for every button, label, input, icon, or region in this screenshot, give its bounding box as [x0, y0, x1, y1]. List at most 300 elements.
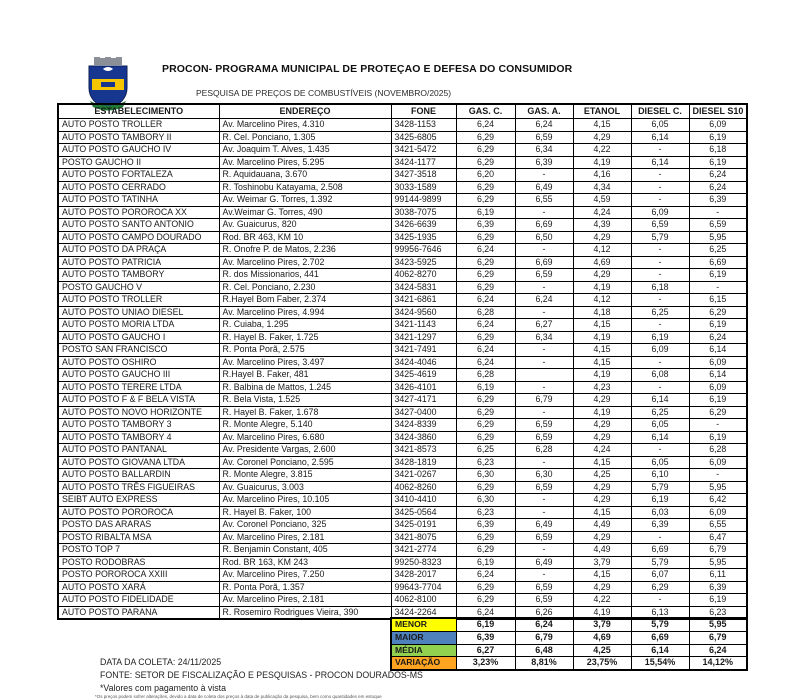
summary-row — [391, 618, 747, 631]
price-cell-gas-a: 6,34 — [515, 331, 573, 344]
price-cell-gas-a: 6,59 — [515, 419, 573, 432]
phone-cell: 3424-1177 — [391, 156, 456, 169]
price-cell-gas-a: 6,59 — [515, 531, 573, 544]
establishment-cell: AUTO POSTO PANTANAL — [58, 444, 219, 457]
price-cell-gas-c: 6,29 — [456, 281, 515, 294]
price-cell-diesel-s10: 6,11 — [689, 569, 747, 582]
address-cell: R. Benjamin Constant, 405 — [219, 544, 391, 557]
price-cell-diesel-s10: 6,19 — [689, 269, 747, 282]
summary-value-diesel-c: 6,14 — [631, 644, 689, 657]
price-cell-gas-c: 6,29 — [456, 194, 515, 207]
price-cell-gas-c: 6,24 — [456, 569, 515, 582]
phone-cell: 3033-1589 — [391, 181, 456, 194]
address-cell: R. Cuiaba, 1.295 — [219, 319, 391, 332]
price-cell-diesel-c: - — [631, 244, 689, 257]
establishment-cell: AUTO POSTO TAMBORY 3 — [58, 419, 219, 432]
price-cell-gas-a: - — [515, 356, 573, 369]
price-cell-etanol: 4,29 — [573, 581, 631, 594]
price-cell-diesel-c: - — [631, 269, 689, 282]
price-cell-diesel-s10: 6,09 — [689, 506, 747, 519]
price-cell-diesel-c: - — [631, 444, 689, 457]
price-cell-etanol: 4,29 — [573, 531, 631, 544]
establishment-cell: AUTO POSTO CAMPO DOURADO — [58, 231, 219, 244]
phone-cell: 3424-4046 — [391, 356, 456, 369]
price-cell-diesel-c: 6,10 — [631, 469, 689, 482]
price-cell-gas-a: - — [515, 456, 573, 469]
price-cell-etanol: 4,15 — [573, 119, 631, 132]
price-cell-diesel-s10: 6,39 — [689, 194, 747, 207]
address-cell: Av. Marcelino Pires, 5.295 — [219, 156, 391, 169]
price-cell-etanol: 4,29 — [573, 394, 631, 407]
price-cell-gas-a: 6,69 — [515, 256, 573, 269]
price-cell-diesel-c: 6,14 — [631, 156, 689, 169]
price-cell-diesel-s10: 6,24 — [689, 169, 747, 182]
summary-value-gas-a: 6,24 — [515, 618, 573, 631]
price-cell-gas-a: - — [515, 494, 573, 507]
phone-cell: 3421-2774 — [391, 544, 456, 557]
phone-cell: 3424-8339 — [391, 419, 456, 432]
address-cell: R. Toshinobu Katayama, 2.508 — [219, 181, 391, 194]
establishment-cell: AUTO POSTO PATRICIA — [58, 256, 219, 269]
summary-value-diesel-c: 5,79 — [631, 618, 689, 631]
summary-value-diesel-c: 15,54% — [631, 657, 689, 670]
price-cell-gas-c: 6,24 — [456, 319, 515, 332]
price-cell-diesel-c: - — [631, 294, 689, 307]
phone-cell: 3428-1153 — [391, 119, 456, 132]
address-cell: Av. Marcelino Pires, 10.105 — [219, 494, 391, 507]
price-cell-gas-c: 6,30 — [456, 469, 515, 482]
establishment-cell: AUTO POSTO FIDELIDADE — [58, 594, 219, 607]
price-cell-gas-c: 6,39 — [456, 519, 515, 532]
price-cell-diesel-s10: 6,42 — [689, 494, 747, 507]
address-cell: Av. Marcelino Pires, 6.680 — [219, 431, 391, 444]
price-cell-gas-a: 6,34 — [515, 144, 573, 157]
price-cell-gas-a: - — [515, 281, 573, 294]
price-cell-gas-c: 6,24 — [456, 356, 515, 369]
phone-cell: 3425-4619 — [391, 369, 456, 382]
payment-note: *Valores com pagamento à vista — [100, 683, 226, 693]
price-cell-gas-c: 6,29 — [456, 531, 515, 544]
phone-cell: 3424-9560 — [391, 306, 456, 319]
address-cell: Av. Coronel Ponciano, 2.595 — [219, 456, 391, 469]
summary-row — [391, 631, 747, 644]
establishment-cell: AUTO POSTO TAMBORY II — [58, 131, 219, 144]
establishment-cell: POSTO SAN FRANCISCO — [58, 344, 219, 357]
price-cell-etanol: 4,19 — [573, 156, 631, 169]
summary-label: MAIOR — [391, 631, 456, 644]
summary-value-diesel-s10: 6,79 — [689, 631, 747, 644]
establishment-cell: AUTO POSTO GAUCHO IV — [58, 144, 219, 157]
address-cell: R.Hayel Bom Faber, 2.374 — [219, 294, 391, 307]
page-title: PROCON- PROGRAMA MUNICIPAL DE PROTEÇAO E DEFESA DO CONSUMIDOR — [162, 63, 573, 75]
table-row — [58, 369, 747, 382]
phone-cell: 3421-1143 — [391, 319, 456, 332]
phone-cell: 3425-0191 — [391, 519, 456, 532]
summary-value-diesel-s10: 14,12% — [689, 657, 747, 670]
address-cell: Av. Guaicurus, 3.003 — [219, 481, 391, 494]
price-cell-gas-c: 6,29 — [456, 406, 515, 419]
phone-cell: 3421-0267 — [391, 469, 456, 482]
price-cell-gas-a: - — [515, 406, 573, 419]
price-cell-diesel-c: 6,25 — [631, 306, 689, 319]
phone-cell: 4062-8270 — [391, 269, 456, 282]
establishment-cell: AUTO POSTO POROROCA XX — [58, 206, 219, 219]
price-cell-diesel-s10: 6,15 — [689, 294, 747, 307]
table-row — [58, 519, 747, 532]
table-row — [58, 356, 747, 369]
summary-value-etanol: 4,25 — [573, 644, 631, 657]
price-cell-gas-a: - — [515, 206, 573, 219]
establishment-cell: SEIBT AUTO EXPRESS — [58, 494, 219, 507]
col-header-etanol: ETANOL — [573, 104, 631, 119]
price-cell-diesel-s10: 6,19 — [689, 319, 747, 332]
price-cell-diesel-c: 6,09 — [631, 206, 689, 219]
col-header-diesel-s10: DIESEL S10 — [689, 104, 747, 119]
price-cell-etanol: 4,25 — [573, 469, 631, 482]
price-cell-diesel-c: - — [631, 319, 689, 332]
establishment-cell: AUTO POSTO TAMBORY 4 — [58, 431, 219, 444]
phone-cell: 3425-6805 — [391, 131, 456, 144]
price-cell-gas-a: 6,59 — [515, 594, 573, 607]
summary-row — [391, 657, 747, 670]
price-cell-gas-a: 6,55 — [515, 194, 573, 207]
price-cell-gas-a: - — [515, 344, 573, 357]
phone-cell: 3427-0400 — [391, 406, 456, 419]
price-cell-gas-a: 6,59 — [515, 481, 573, 494]
price-cell-etanol: 3,79 — [573, 556, 631, 569]
price-cell-diesel-c: 6,25 — [631, 406, 689, 419]
price-cell-gas-c: 6,28 — [456, 369, 515, 382]
table-row — [58, 206, 747, 219]
table-row — [58, 419, 747, 432]
price-cell-gas-a: 6,59 — [515, 431, 573, 444]
price-cell-gas-c: 6,29 — [456, 231, 515, 244]
phone-cell: 3424-5831 — [391, 281, 456, 294]
price-cell-gas-a: - — [515, 169, 573, 182]
price-cell-diesel-c: 6,14 — [631, 131, 689, 144]
establishment-cell: POSTO GAUCHO V — [58, 281, 219, 294]
phone-cell: 3421-8573 — [391, 444, 456, 457]
table-row — [58, 394, 747, 407]
col-header-endereco: ENDEREÇO — [219, 104, 391, 119]
price-cell-diesel-c: 5,79 — [631, 231, 689, 244]
price-cell-diesel-c: - — [631, 181, 689, 194]
table-row — [58, 469, 747, 482]
establishment-cell: AUTO POSTO GAUCHO I — [58, 331, 219, 344]
price-cell-etanol: 4,59 — [573, 194, 631, 207]
price-cell-diesel-s10: 6,69 — [689, 256, 747, 269]
fine-print: *Os preços podem sofrer alterações, devido a data de coleta dos preços à data de publicação da pesquisa, bem como quantidades em estoque — [95, 694, 382, 699]
table-row — [58, 169, 747, 182]
phone-cell: 3425-1935 — [391, 231, 456, 244]
establishment-cell: POSTO RODOBRAS — [58, 556, 219, 569]
price-cell-etanol: 4,19 — [573, 606, 631, 619]
price-cell-diesel-s10: 5,95 — [689, 231, 747, 244]
table-row — [58, 531, 747, 544]
price-cell-diesel-c: 6,19 — [631, 331, 689, 344]
table-row — [58, 406, 747, 419]
price-cell-gas-c: 6,29 — [456, 269, 515, 282]
price-cell-diesel-c: 6,13 — [631, 606, 689, 619]
price-cell-etanol: 4,69 — [573, 256, 631, 269]
price-cell-diesel-c: 6,08 — [631, 369, 689, 382]
address-cell: Av. Marcelino Pires, 2.181 — [219, 531, 391, 544]
price-cell-diesel-s10: 6,39 — [689, 581, 747, 594]
summary-value-gas-a: 8,81% — [515, 657, 573, 670]
price-cell-gas-a: 6,50 — [515, 231, 573, 244]
address-cell: R. Balbina de Mattos, 1.245 — [219, 381, 391, 394]
price-cell-gas-a: - — [515, 244, 573, 257]
price-cell-diesel-s10: 6,18 — [689, 144, 747, 157]
price-cell-gas-c: 6,19 — [456, 381, 515, 394]
table-row — [58, 281, 747, 294]
price-cell-etanol: 4,15 — [573, 569, 631, 582]
price-cell-diesel-s10: 6,47 — [689, 531, 747, 544]
address-cell: Av. Marcelino Pires, 4.310 — [219, 119, 391, 132]
price-cell-etanol: 4,15 — [573, 319, 631, 332]
establishment-cell: AUTO POSTO BALLARDIN — [58, 469, 219, 482]
collection-date: DATA DA COLETA: 24/11/2025 — [100, 657, 222, 667]
source-line: FONTE: SETOR DE FISCALIZAÇÃO E PESQUISAS - PROCON DOURADOS-MS — [100, 670, 423, 680]
phone-cell: 3426-6639 — [391, 219, 456, 232]
price-cell-diesel-c: 5,79 — [631, 556, 689, 569]
price-cell-gas-a: - — [515, 569, 573, 582]
price-cell-etanol: 4,22 — [573, 594, 631, 607]
price-cell-etanol: 4,29 — [573, 419, 631, 432]
price-cell-diesel-s10: 6,19 — [689, 394, 747, 407]
establishment-cell: AUTO POSTO OSHIRO — [58, 356, 219, 369]
table-row — [58, 294, 747, 307]
price-cell-diesel-s10: 6,09 — [689, 456, 747, 469]
price-cell-etanol: 4,29 — [573, 481, 631, 494]
price-cell-gas-c: 6,29 — [456, 256, 515, 269]
address-cell: R. Monte Alegre, 5.140 — [219, 419, 391, 432]
table-row — [58, 244, 747, 257]
address-cell: R. Rosemiro Rodrigues Vieira, 390 — [219, 606, 391, 619]
price-cell-gas-a: 6,27 — [515, 319, 573, 332]
price-cell-diesel-s10: 6,19 — [689, 156, 747, 169]
price-cell-gas-a: 6,28 — [515, 444, 573, 457]
price-cell-etanol: 4,24 — [573, 206, 631, 219]
phone-cell: 3421-6861 — [391, 294, 456, 307]
table-row — [58, 594, 747, 607]
price-cell-gas-c: 6,29 — [456, 181, 515, 194]
price-table-body — [58, 119, 747, 620]
price-cell-gas-c: 6,23 — [456, 456, 515, 469]
address-cell: R. Hayel B. Faker, 100 — [219, 506, 391, 519]
table-row — [58, 306, 747, 319]
summary-label: MENOR — [391, 618, 456, 631]
col-header-diesel-c: DIESEL C. — [631, 104, 689, 119]
phone-cell: 3426-4101 — [391, 381, 456, 394]
price-cell-etanol: 4,19 — [573, 406, 631, 419]
establishment-cell: AUTO POSTO TERERE LTDA — [58, 381, 219, 394]
price-cell-etanol: 4,29 — [573, 231, 631, 244]
price-cell-diesel-c: 6,07 — [631, 569, 689, 582]
price-cell-diesel-c: 6,14 — [631, 431, 689, 444]
address-cell: Av. Marcelino Pires, 2.181 — [219, 594, 391, 607]
price-cell-gas-c: 6,23 — [456, 506, 515, 519]
price-cell-etanol: 4,39 — [573, 219, 631, 232]
establishment-cell: AUTO POSTO GAUCHO III — [58, 369, 219, 382]
table-row — [58, 231, 747, 244]
price-cell-gas-a: 6,24 — [515, 119, 573, 132]
price-cell-etanol: 4,22 — [573, 144, 631, 157]
summary-value-etanol: 23,75% — [573, 657, 631, 670]
price-cell-gas-a: 6,69 — [515, 219, 573, 232]
address-cell: R. Ponta Porã, 2.575 — [219, 344, 391, 357]
establishment-cell: AUTO POSTO TRÊS FIGUEIRAS — [58, 481, 219, 494]
address-cell: R. Hayel B. Faker, 1.725 — [219, 331, 391, 344]
price-cell-diesel-c: 6,03 — [631, 506, 689, 519]
summary-label: MÉDIA — [391, 644, 456, 657]
table-row — [58, 144, 747, 157]
table-row — [58, 506, 747, 519]
phone-cell: 3421-8075 — [391, 531, 456, 544]
price-cell-diesel-s10: 6,28 — [689, 444, 747, 457]
price-cell-gas-c: 6,24 — [456, 344, 515, 357]
phone-cell: 4062-8260 — [391, 481, 456, 494]
price-cell-diesel-c: - — [631, 381, 689, 394]
price-cell-gas-a: - — [515, 381, 573, 394]
price-cell-gas-c: 6,19 — [456, 206, 515, 219]
price-cell-gas-c: 6,25 — [456, 444, 515, 457]
table-row — [58, 331, 747, 344]
address-cell: Av. Weimar G. Torres, 1.392 — [219, 194, 391, 207]
price-cell-gas-a: 6,59 — [515, 581, 573, 594]
address-cell: R. Ponta Porã, 1.357 — [219, 581, 391, 594]
summary-value-gas-c: 6,39 — [456, 631, 515, 644]
phone-cell: 4062-8100 — [391, 594, 456, 607]
table-row — [58, 156, 747, 169]
price-cell-gas-c: 6,30 — [456, 494, 515, 507]
price-cell-diesel-s10: 6,24 — [689, 181, 747, 194]
price-cell-diesel-s10: 5,95 — [689, 556, 747, 569]
price-cell-gas-a: 6,49 — [515, 519, 573, 532]
price-cell-gas-c: 6,29 — [456, 481, 515, 494]
table-row — [58, 131, 747, 144]
col-header-fone: FONE — [391, 104, 456, 119]
address-cell: Av. Marcelino Pires, 7.250 — [219, 569, 391, 582]
price-cell-diesel-s10: - — [689, 281, 747, 294]
establishment-cell: AUTO POSTO F & F BELA VISTA — [58, 394, 219, 407]
price-cell-etanol: 4,18 — [573, 306, 631, 319]
address-cell: Rod. BR 163, KM 243 — [219, 556, 391, 569]
phone-cell: 99956-7646 — [391, 244, 456, 257]
price-cell-gas-a: 6,26 — [515, 606, 573, 619]
phone-cell: 99250-8323 — [391, 556, 456, 569]
establishment-cell: AUTO POSTO MORIA LTDA — [58, 319, 219, 332]
price-cell-diesel-s10: 6,29 — [689, 306, 747, 319]
establishment-cell: AUTO POSTO SANTO ANTONIO — [58, 219, 219, 232]
summary-value-gas-c: 6,27 — [456, 644, 515, 657]
price-cell-diesel-c: - — [631, 194, 689, 207]
establishment-cell: AUTO POSTO TAMBORY — [58, 269, 219, 282]
price-cell-etanol: 4,19 — [573, 331, 631, 344]
establishment-cell: POSTO RIBALTA MSA — [58, 531, 219, 544]
establishment-cell: AUTO POSTO DA PRAÇA — [58, 244, 219, 257]
table-row — [58, 431, 747, 444]
price-cell-diesel-c: - — [631, 169, 689, 182]
price-cell-diesel-c: 6,39 — [631, 519, 689, 532]
price-cell-diesel-s10: 6,24 — [689, 331, 747, 344]
price-cell-gas-c: 6,29 — [456, 131, 515, 144]
establishment-cell: AUTO POSTO PARANA — [58, 606, 219, 619]
table-row — [58, 581, 747, 594]
price-cell-diesel-s10: 6,14 — [689, 344, 747, 357]
price-cell-gas-c: 6,29 — [456, 594, 515, 607]
table-header-row — [58, 104, 747, 119]
price-cell-gas-a: - — [515, 506, 573, 519]
phone-cell: 3428-1819 — [391, 456, 456, 469]
phone-cell: 3427-4171 — [391, 394, 456, 407]
summary-table-body — [391, 618, 747, 670]
table-row — [58, 181, 747, 194]
price-cell-etanol: 4,19 — [573, 369, 631, 382]
establishment-cell: AUTO POSTO NOVO HORIZONTE — [58, 406, 219, 419]
table-row — [58, 119, 747, 132]
address-cell: R. dos Missionarios, 441 — [219, 269, 391, 282]
table-row — [58, 219, 747, 232]
price-cell-etanol: 4,29 — [573, 494, 631, 507]
price-cell-diesel-c: 6,18 — [631, 281, 689, 294]
price-cell-gas-a: 6,79 — [515, 394, 573, 407]
establishment-cell: AUTO POSTO TROLLER — [58, 119, 219, 132]
price-cell-diesel-s10: 6,09 — [689, 119, 747, 132]
price-cell-gas-a: 6,59 — [515, 269, 573, 282]
price-cell-diesel-s10: - — [689, 206, 747, 219]
table-row — [58, 444, 747, 457]
establishment-cell: AUTO POSTO TROLLER — [58, 294, 219, 307]
price-cell-etanol: 4,12 — [573, 294, 631, 307]
establishment-cell: AUTO POSTO XARÁ — [58, 581, 219, 594]
price-cell-diesel-s10: - — [689, 469, 747, 482]
price-cell-diesel-c: 6,05 — [631, 456, 689, 469]
phone-cell: 3038-7075 — [391, 206, 456, 219]
summary-value-gas-c: 6,19 — [456, 618, 515, 631]
establishment-cell: AUTO POSTO FORTALEZA — [58, 169, 219, 182]
price-cell-diesel-s10: 6,09 — [689, 381, 747, 394]
price-cell-gas-a: - — [515, 544, 573, 557]
phone-cell: 99643-7704 — [391, 581, 456, 594]
price-cell-gas-c: 6,24 — [456, 119, 515, 132]
price-cell-gas-a: 6,30 — [515, 469, 573, 482]
col-header-gas-c: GAS. C. — [456, 104, 515, 119]
price-cell-gas-c: 6,24 — [456, 606, 515, 619]
price-cell-gas-c: 6,19 — [456, 556, 515, 569]
summary-value-etanol: 3,79 — [573, 618, 631, 631]
summary-table — [390, 617, 748, 671]
address-cell: R. Aquidauana, 3.670 — [219, 169, 391, 182]
price-cell-diesel-c: - — [631, 531, 689, 544]
price-cell-diesel-c: 6,59 — [631, 219, 689, 232]
price-cell-gas-c: 6,29 — [456, 144, 515, 157]
price-cell-etanol: 4,34 — [573, 181, 631, 194]
establishment-cell: AUTO POSTO CERRADO — [58, 181, 219, 194]
price-cell-diesel-c: - — [631, 256, 689, 269]
table-row — [58, 194, 747, 207]
establishment-cell: POSTO GAUCHO II — [58, 156, 219, 169]
summary-value-gas-c: 3,23% — [456, 657, 515, 670]
table-row — [58, 381, 747, 394]
price-cell-diesel-s10: 6,59 — [689, 219, 747, 232]
price-cell-gas-a: 6,39 — [515, 156, 573, 169]
address-cell: R.Hayel B. Faker, 481 — [219, 369, 391, 382]
price-cell-gas-c: 6,29 — [456, 581, 515, 594]
table-row — [58, 269, 747, 282]
table-row — [58, 556, 747, 569]
establishment-cell: AUTO POSTO UNIAO DIESEL — [58, 306, 219, 319]
